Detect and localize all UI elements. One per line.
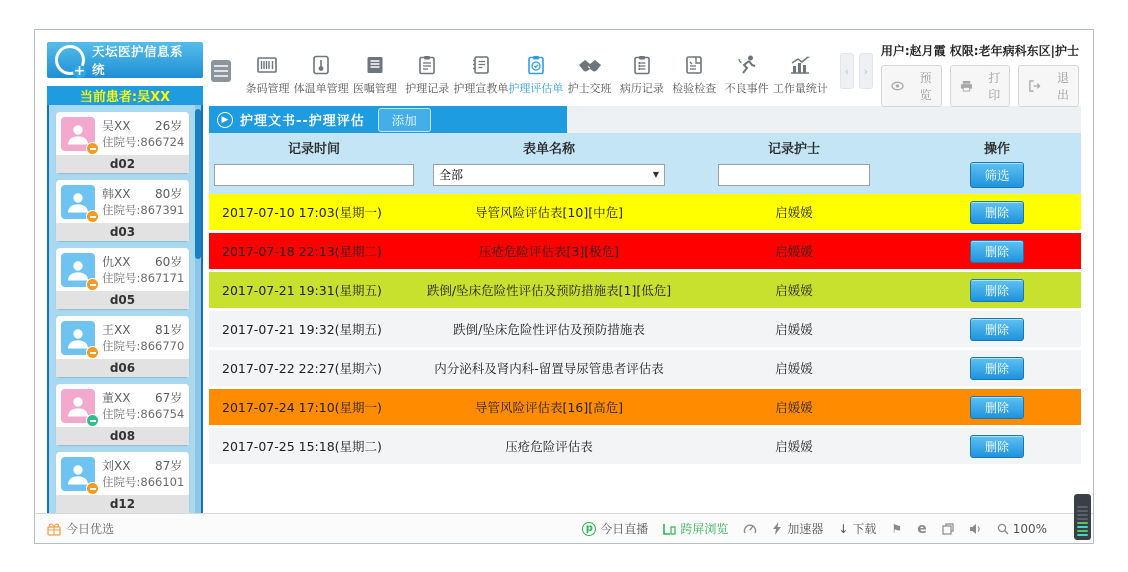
clipboard-list-icon	[630, 53, 654, 77]
patient-card[interactable]	[56, 384, 189, 445]
notebook-icon	[469, 53, 493, 77]
barcode-icon	[255, 53, 279, 77]
add-button[interactable]: 添加	[378, 108, 431, 132]
patient-admission-no: 住院号:866101	[102, 475, 185, 489]
delete-button[interactable]: 删除	[970, 201, 1024, 224]
lab-report-icon	[682, 53, 706, 77]
status-badge	[86, 210, 99, 223]
patient-card[interactable]	[56, 316, 189, 377]
table-row	[209, 272, 1081, 308]
toolbar-item-education-sheet[interactable]: 护理宣教单	[453, 53, 508, 96]
gift-icon	[47, 522, 61, 536]
ie-icon: e	[917, 520, 927, 537]
cell-record-nurse: 启媛媛	[775, 361, 813, 376]
cell-record-time: 2017-07-25 15:18(星期二)	[222, 439, 382, 454]
filter-row	[209, 161, 1081, 194]
document-icon	[363, 53, 387, 77]
preview-button[interactable]: 预览	[881, 65, 942, 107]
zoom-level: 100%	[1012, 521, 1047, 536]
app-title: 天坛医护信息系统	[92, 44, 184, 77]
patient-avatar-icon	[61, 321, 95, 355]
cell-form-name: 压疮危险评估表[3][极危]	[479, 244, 619, 259]
patient-admission-no: 住院号:867391	[102, 203, 185, 217]
download-arrow-icon: ↓	[838, 521, 849, 536]
record-nurse-filter-input[interactable]	[718, 164, 870, 186]
mute-button[interactable]	[969, 523, 982, 535]
current-patient-bar: 当前患者:吴XX	[47, 86, 203, 105]
cell-record-nurse: 启媛媛	[775, 400, 813, 415]
patient-admission-no: 住院号:866770	[102, 339, 185, 353]
status-badge	[86, 414, 99, 427]
patient-avatar-icon	[61, 253, 95, 287]
speed-dashboard-button[interactable]	[743, 522, 757, 535]
toolbar-item-nursing-record[interactable]: 护理记录	[401, 53, 453, 96]
cell-form-name: 内分泌科及肾内科-留置导尿管患者评估表	[434, 361, 664, 376]
cross-screen-button[interactable]: 跨屏浏览	[663, 520, 728, 537]
multi-window-button[interactable]	[942, 523, 954, 535]
delete-button[interactable]: 删除	[970, 357, 1024, 380]
cell-record-time: 2017-07-21 19:32(星期五)	[222, 322, 382, 337]
main-area	[209, 42, 1081, 513]
windows-stack-icon	[942, 523, 954, 535]
toolbar-item-barcode[interactable]: 条码管理	[241, 53, 293, 96]
patient-avatar-icon	[61, 117, 95, 151]
toolbar-item-doctor-orders[interactable]: 医嘱管理	[349, 53, 401, 96]
user-info: 用户:赵月霞 权限:老年病科东区|护士	[880, 43, 1079, 58]
filter-button[interactable]: 筛选	[970, 162, 1023, 188]
thermometer-icon	[309, 53, 333, 77]
table-row	[209, 194, 1081, 230]
toolbar-prev-button[interactable]: ‹	[840, 53, 854, 89]
col-header-actions: 操作	[983, 141, 1010, 157]
sidebar-scrollbar	[195, 105, 201, 524]
patient-admission-no: 住院号:866724	[102, 135, 185, 149]
app-logo-icon	[55, 45, 85, 75]
clipboard-check-icon	[524, 53, 548, 77]
daily-picks-link[interactable]: 今日优选	[47, 520, 114, 537]
user-box	[881, 42, 1081, 107]
page-title-bar	[209, 106, 1081, 133]
play-circle-icon: p	[582, 522, 596, 536]
cell-form-name: 压疮危险评估表	[505, 439, 593, 454]
toolbar-item-medical-record[interactable]: 病历记录	[616, 53, 668, 96]
cell-record-time: 2017-07-22 22:27(星期六)	[222, 361, 382, 376]
col-header-form-name: 表单名称	[522, 141, 575, 157]
patient-age: 81岁	[155, 323, 183, 337]
cell-form-name: 跌倒/坠床危险性评估及预防措施表[1][低危]	[426, 283, 672, 298]
patient-card[interactable]	[56, 452, 189, 513]
patient-bed: d08	[56, 427, 189, 445]
ie-compat-button[interactable]	[917, 521, 927, 537]
cell-record-nurse: 启媛媛	[775, 205, 813, 220]
section-play-icon: ▶	[217, 112, 233, 128]
table-row	[209, 233, 1081, 269]
cell-record-time: 2017-07-10 17:03(星期一)	[222, 205, 382, 220]
patient-name: 韩XX	[102, 187, 131, 201]
table-row	[209, 428, 1081, 464]
sidebar-scrollbar-thumb[interactable]	[195, 109, 201, 259]
toolbar-item-adverse-events[interactable]: 不良事件	[720, 53, 772, 96]
screen-icon	[663, 523, 676, 535]
sidebar	[47, 42, 203, 513]
toolbar-item-temperature-sheet[interactable]: 体温单管理	[294, 53, 349, 96]
flag-icon: ⚑	[891, 521, 903, 536]
record-time-filter-input[interactable]	[214, 164, 414, 186]
patient-age: 87岁	[155, 459, 183, 473]
menu-toggle-icon[interactable]	[211, 60, 231, 82]
patient-card[interactable]	[56, 112, 189, 173]
toolbar-next-button[interactable]: ›	[859, 53, 873, 89]
print-button[interactable]: 打印	[950, 65, 1011, 107]
clipboard-icon	[415, 53, 439, 77]
top-toolbar	[209, 42, 1081, 106]
delete-button[interactable]: 删除	[970, 396, 1024, 419]
patient-name: 董XX	[102, 391, 131, 405]
logout-button[interactable]: 退出	[1018, 65, 1079, 107]
patient-name: 仇XX	[102, 255, 131, 269]
patient-avatar-icon	[61, 457, 95, 491]
table-header	[209, 133, 1081, 194]
cell-form-name: 导管风险评估表[10][中危]	[475, 205, 623, 220]
app-window	[34, 29, 1094, 544]
sidebar-gadget-battery[interactable]	[1074, 494, 1091, 540]
toolbar-item-assessment-sheet[interactable]: 护理评估单	[508, 53, 563, 96]
live-today-button[interactable]: p 今日直播	[582, 520, 648, 537]
status-badge	[86, 346, 99, 359]
patient-age: 67岁	[155, 391, 183, 405]
status-badge	[86, 278, 99, 291]
cell-record-nurse: 启媛媛	[775, 283, 813, 298]
table-empty-area	[209, 467, 1081, 513]
gauge-icon	[743, 522, 757, 535]
toolbar-item-lab-tests[interactable]: 检验检查	[668, 53, 720, 96]
patient-avatar-icon	[61, 389, 95, 423]
patient-avatar-icon	[61, 185, 95, 219]
bar-chart-icon	[787, 53, 813, 77]
flag-button[interactable]	[891, 522, 902, 536]
magnifier-icon	[997, 523, 1009, 535]
patient-name: 吴XX	[102, 119, 131, 133]
patient-card[interactable]	[56, 248, 189, 309]
page-title: 护理文书--护理评估	[240, 114, 365, 129]
content-area	[47, 42, 1081, 513]
col-header-record-nurse: 记录护士	[767, 141, 820, 157]
download-button[interactable]: ↓ 下载	[838, 521, 877, 536]
cell-record-time: 2017-07-18 22:13(星期二)	[222, 244, 382, 259]
zoom-control[interactable]	[997, 522, 1047, 536]
delete-button[interactable]: 删除	[970, 279, 1024, 302]
status-badge	[86, 142, 99, 155]
lightning-icon	[772, 522, 783, 535]
delete-button[interactable]: 删除	[970, 240, 1024, 263]
chevron-down-icon: ▼	[652, 170, 659, 179]
app-logo	[47, 42, 203, 78]
patient-admission-no: 住院号:866754	[102, 407, 185, 421]
cell-record-nurse: 启媛媛	[775, 439, 813, 454]
cell-record-nurse: 启媛媛	[775, 322, 813, 337]
delete-button[interactable]: 删除	[970, 435, 1024, 458]
patient-age: 80岁	[155, 187, 183, 201]
col-header-record-time: 记录时间	[287, 141, 340, 157]
falling-person-icon	[735, 53, 759, 77]
handshake-icon	[577, 53, 603, 77]
status-badge	[86, 482, 99, 495]
patient-name: 刘XX	[102, 459, 131, 473]
patient-name: 王XX	[102, 323, 131, 337]
toolbar-item-workload-stats[interactable]: 工作量统计	[773, 53, 828, 96]
speaker-icon	[969, 523, 982, 535]
patient-age: 26岁	[155, 119, 183, 133]
cell-form-name: 跌倒/坠床危险性评估及预防措施表	[453, 322, 645, 337]
printer-icon	[960, 80, 973, 92]
status-bar	[35, 513, 1093, 543]
table-row	[209, 311, 1081, 347]
toolbar-nav	[840, 53, 873, 89]
cell-record-nurse: 启媛媛	[775, 244, 813, 259]
table-row	[209, 350, 1081, 386]
patient-bed: d03	[56, 223, 189, 241]
patient-card[interactable]	[56, 180, 189, 241]
patient-admission-no: 住院号:867171	[102, 271, 185, 285]
delete-button[interactable]: 删除	[970, 318, 1024, 341]
eye-icon	[891, 81, 904, 91]
patient-bed: d12	[56, 495, 189, 513]
cell-record-time: 2017-07-21 19:31(星期五)	[222, 283, 382, 298]
patient-age: 60岁	[155, 255, 183, 269]
logout-icon	[1028, 80, 1041, 92]
toolbar-item-shift-handover[interactable]: 护士交班	[563, 53, 615, 96]
cell-form-name: 导管风险评估表[16][高危]	[475, 400, 623, 415]
table-row	[209, 389, 1081, 425]
cell-record-time: 2017-07-24 17:10(星期一)	[222, 400, 382, 415]
patient-list	[47, 105, 203, 526]
patient-bed: d05	[56, 291, 189, 309]
accelerator-button[interactable]: 加速器	[772, 520, 823, 537]
patient-bed: d02	[56, 155, 189, 173]
patient-bed: d06	[56, 359, 189, 377]
form-name-select[interactable]: 全部 ▼	[433, 164, 665, 186]
